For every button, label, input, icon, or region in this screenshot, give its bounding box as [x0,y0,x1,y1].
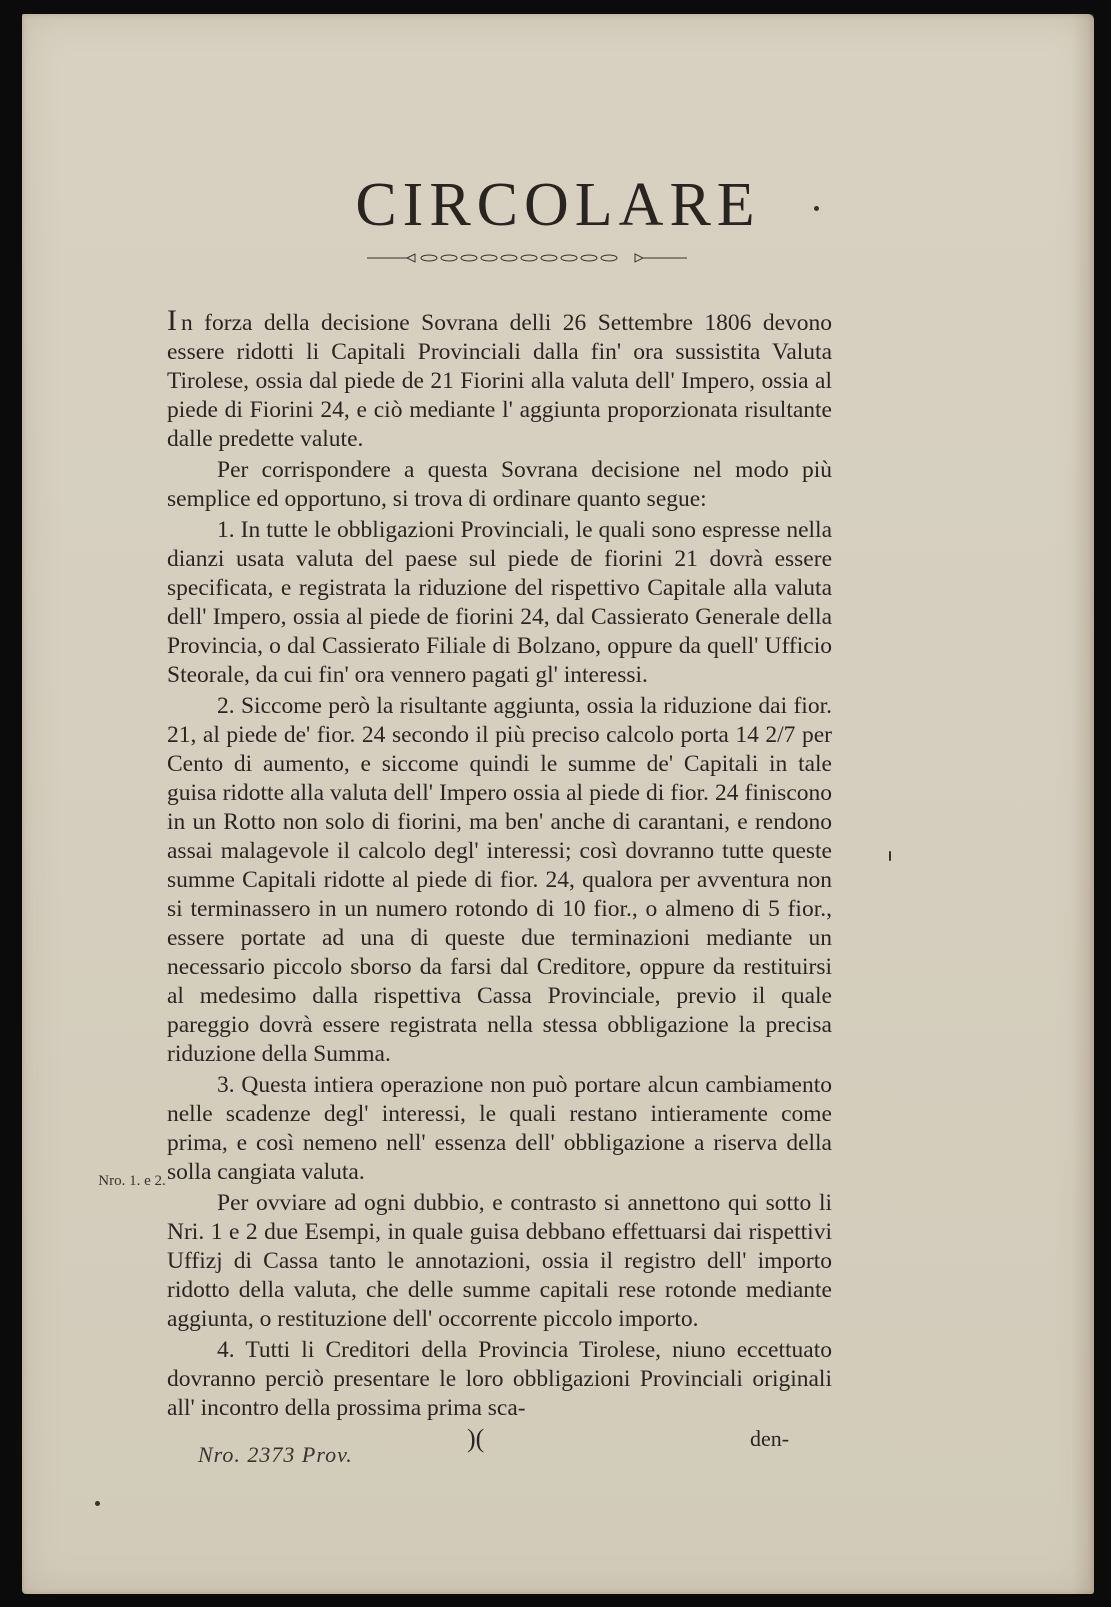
drop-cap: I [167,304,177,337]
margin-note: Nro. 1. e 2. [98,1173,166,1189]
paragraph-1-text: n forza della decisione Sovrana delli 26 Settembre 1806 devono essere ridotti li Capitali Provinciali dalla fin' ora sussistita Valuta Tirolese, ossia dal piede de 21 Fiorini alla valuta dell' Impero, ossia al piede di Fiorini 24, e ciò mediante l' aggiunta proporzionata risultante dalle predette valute. [167,310,832,452]
paper-speck [889,851,891,861]
paragraph-3: 1. In tutte le obbligazioni Provinciali, le quali sono espresse nella dianzi usata valuta del paese sul piede de fiorini 21 dovrà essere specificata, e registrata la riduzione del rispettivo Capitale alla valuta dell' Impero, ossia al piede de fiorini 24, dal Cassierato Generale della Provincia, o dal Cassierato Filiale di Bolzano, oppure da quell' Ufficio Steorale, da cui fin' ora vennero pagati gl' interessi. [167,517,832,688]
document-body [167,304,832,1425]
document-title: CIRCOLARE [355,171,761,239]
catchword: den- [750,1426,790,1451]
paragraph-6: Per ovviare ad ogni dubbio, e contrasto si annettono qui sotto li Nri. 1 e 2 due Esempi, in quale guisa debbano effettuarsi dai rispettivi Uffizj di Cassa tanto le annotazioni, ossia il registro dell' importo ridotto della valuta, che delle summe capitali rese rotonde mediante aggiunta, o restituzione dell' occorrente piccolo importo. [167,1190,832,1332]
paragraph-2: Per corrispondere a questa Sovrana decisione nel modo più semplice ed opportuno, si trova di ordinare quanto segue: [167,457,832,512]
paper-speck [814,206,819,211]
paragraph-4: 2. Siccome però la risultante aggiunta, ossia la riduzione dai fior. 21, al piede de' fior. 24 secondo il più preciso calcolo porta 14 2/7 per Cento di aumento, e siccome quindi le summe de' Capitali in tale guisa ridotte alla valuta dell' Impero ossia al piede di fior. 24 finiscono in un Rotto non solo di fiorini, ma ben' anche di carantani, e rendono assai malagevole il calcolo degl' interessi; così dovranno tutte queste summe Capitali ridotte al piede di fior. 24, qualora per avventura non si terminassero in un numero rotondo di 10 fior., o almeno di 5 fior., essere portate ad una di queste due terminazioni mediante un necessario piccolo sborso da farsi dal Creditore, oppure da restituirsi al medesimo dalla rispettiva Cassa Provinciale, previo il quale pareggio dovrà essere registrata nella stessa obbligazione la precisa riduzione della Summa. [167,693,832,1067]
paper-speck [95,1501,100,1506]
paragraph-7: 4. Tutti li Creditori della Provincia Tirolese, niuno eccettuato dovranno perciò presentare le loro obbligazioni Provinciali originali all' incontro della prossima prima sca- [167,1337,832,1421]
paragraph-1 [167,304,832,454]
paragraph-5: 3. Questa intiera operazione non può portare alcun cambiamento nelle scadenze degl' interessi, le quali restano intieramente come prima, e così nemeno nell' essenza dell' obbligazione a riserva della solla cangiata valuta. [167,1072,832,1185]
page-edge-shadow [1072,14,1094,1594]
document-page [22,14,1094,1594]
signature-mark: )( [467,1424,485,1453]
ornamental-rule [367,252,687,264]
footer-reference: Nro. 2373 Prov. [198,1442,353,1467]
